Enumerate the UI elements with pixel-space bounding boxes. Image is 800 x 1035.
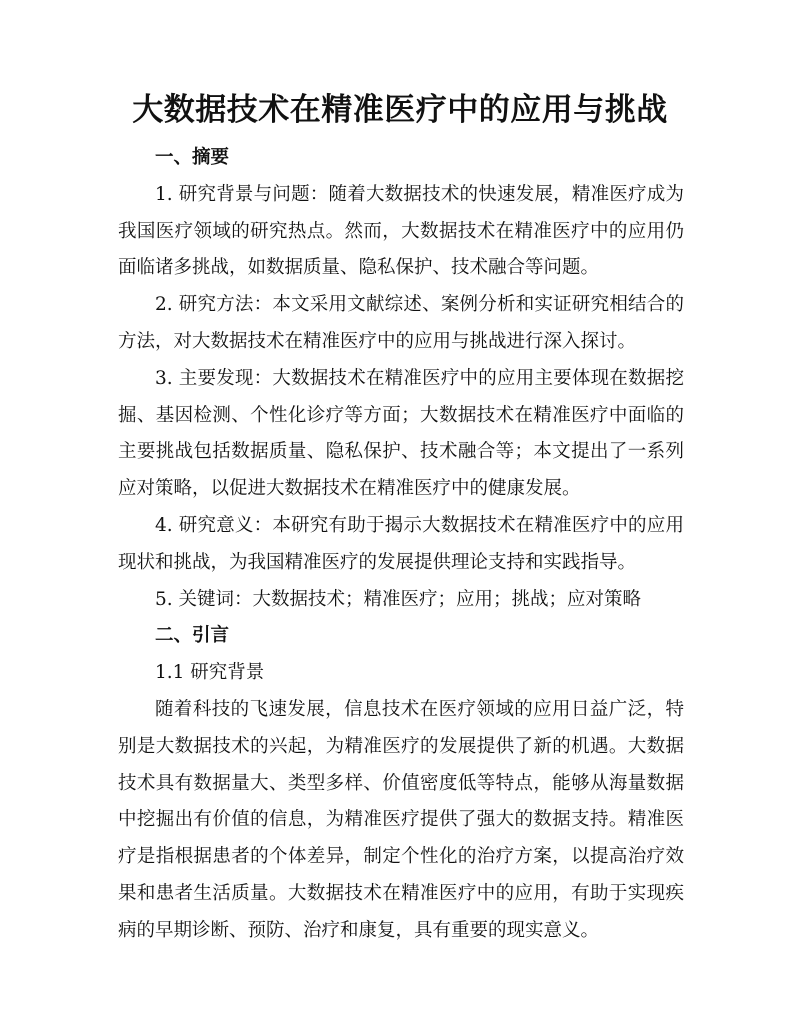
intro-heading: 二、引言: [155, 625, 230, 647]
document-body: [118, 140, 684, 950]
abstract-heading: 一、摘要: [155, 147, 230, 168]
intro-paragraph: 随着科技的飞速发展，信息技术在医疗领域的应用日益广泛，特别是大数据技术的兴起，为精准医疗的发展提供了新的机遇。大数据技术具有数据量大、类型多样、价值密度低等特点，能够从海量数据中挖掘出有价值的信息，为精准医疗提供了强大的数据支持。精准医疗是指根据患者的个体差异，制定个性化的治疗方案，以提高治疗效果和患者生活质量。大数据技术在精准医疗中的应用，有助于实现疾病的早期诊断、预防、治疗和康复，具有重要的现实意义。: [118, 698, 684, 941]
abstract-item-3: 3. 主要发现：大数据技术在精准医疗中的应用主要体现在数据挖掘、基因检测、个性化诊疗等方面；大数据技术在精准医疗中面临的主要挑战包括数据质量、隐私保护、技术融合等；本文提出了一系列应对策略，以促进大数据技术在精准医疗中的健康发展。: [118, 367, 684, 500]
abstract-item-5-keywords: 5. 关键词：大数据技术；精准医疗；应用；挑战；应对策略: [155, 588, 642, 610]
abstract-item-1: 1. 研究背景与问题：随着大数据技术的快速发展，精准医疗成为我国医疗领域的研究热点。然而，大数据技术在精准医疗中的应用仍面临诸多挑战，如数据质量、隐私保护、技术融合等问题。: [118, 183, 684, 279]
abstract-item-4: 4. 研究意义：本研究有助于揭示大数据技术在精准医疗中的应用现状和挑战，为我国精准医疗的发展提供理论支持和实践指导。: [118, 514, 684, 573]
document-title: 大数据技术在精准医疗中的应用与挑战: [132, 92, 668, 128]
abstract-item-2: 2. 研究方法：本文采用文献综述、案例分析和实证研究相结合的方法，对大数据技术在精准医疗中的应用与挑战进行深入探讨。: [118, 294, 684, 352]
intro-subheading: 1.1 研究背景: [155, 662, 265, 684]
